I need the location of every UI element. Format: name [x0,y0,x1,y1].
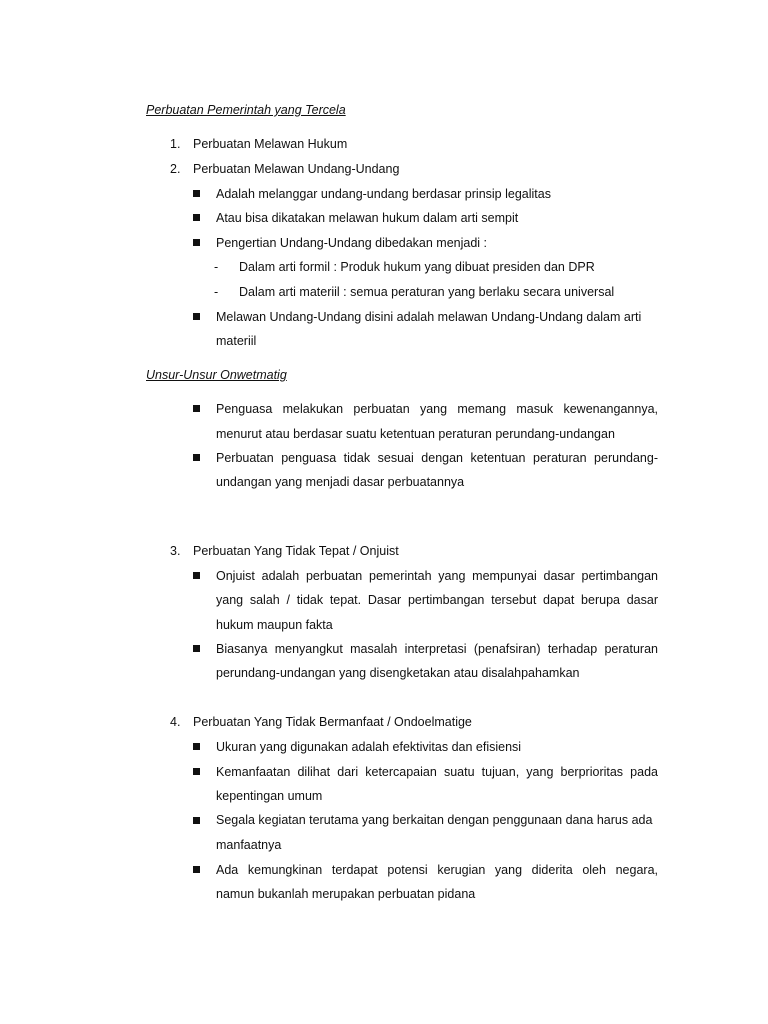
bullet-text: Ukuran yang digunakan adalah efektivitas dan efisiensi [216,740,522,754]
bullet-text: Atau bisa dikatakan melawan hukum dalam arti sempit [216,211,519,225]
bullet-text: Onjuist adalah perbuatan pemerintah yang mempunyai dasar pertimbangan [216,569,658,583]
square-bullet-icon [193,190,200,197]
bullet-text: Perbuatan penguasa tidak sesuai dengan ketentuan peraturan perundang- [216,451,658,465]
bullet-text-continued: menurut atau berdasar suatu ketentuan peraturan perundang-undangan [216,427,615,441]
dash-bullet-icon: - [214,260,219,274]
bullet-text: Biasanya menyangkut masalah interpretasi (penafsiran) terhadap peraturan [216,642,658,656]
section-heading-unsur: Unsur-Unsur Onwetmatig [146,368,287,382]
bullet-text-continued: materiil [216,334,257,348]
bullet-text-continued: kepentingan umum [216,789,323,803]
bullet-text-continued: hukum maupun fakta [216,618,333,632]
list-number: 1. [170,137,181,151]
bullet-text-continued: perundang-undangan yang disengketakan atau disalahpahamkan [216,666,580,680]
list-item-text: Perbuatan Melawan Hukum [193,137,348,151]
square-bullet-icon [193,454,200,461]
bullet-text-continued: yang salah / tidak tepat. Dasar pertimbangan tersebut dapat berupa dasar [216,593,658,607]
sub-bullet-text: Dalam arti materiil : semua peraturan yang berlaku secara universal [239,285,615,299]
bullet-text-continued: undangan yang menjadi dasar perbuatannya [216,475,465,489]
section-heading-perbuatan-tercela: Perbuatan Pemerintah yang Tercela [146,103,346,117]
bullet-text-continued: namun bukanlah merupakan perbuatan pidana [216,887,476,901]
list-number: 2. [170,162,181,176]
square-bullet-icon [193,239,200,246]
square-bullet-icon [193,572,200,579]
list-item-text: Perbuatan Yang Tidak Tepat / Onjuist [193,544,399,558]
bullet-text: Pengertian Undang-Undang dibedakan menjadi : [216,236,488,250]
square-bullet-icon [193,768,200,775]
bullet-text: Segala kegiatan terutama yang berkaitan dengan penggunaan dana harus ada [216,813,653,827]
bullet-text: Kemanfaatan dilihat dari ketercapaian suatu tujuan, yang berprioritas pada [216,765,658,779]
bullet-text: Penguasa melakukan perbuatan yang memang masuk kewenangannya, [216,402,658,416]
square-bullet-icon [193,405,200,412]
list-item-text: Perbuatan Yang Tidak Bermanfaat / Ondoelmatige [193,715,472,729]
bullet-text: Melawan Undang-Undang disini adalah melawan Undang-Undang dalam arti [216,310,642,324]
list-item-text: Perbuatan Melawan Undang-Undang [193,162,400,176]
list-number: 4. [170,715,181,729]
list-number: 3. [170,544,181,558]
bullet-text: Adalah melanggar undang-undang berdasar prinsip legalitas [216,187,551,201]
square-bullet-icon [193,743,200,750]
square-bullet-icon [193,866,200,873]
sub-bullet-text: Dalam arti formil : Produk hukum yang dibuat presiden dan DPR [239,260,595,274]
square-bullet-icon [193,214,200,221]
square-bullet-icon [193,313,200,320]
bullet-text-continued: manfaatnya [216,838,282,852]
dash-bullet-icon: - [214,285,219,299]
square-bullet-icon [193,817,200,824]
bullet-text: Ada kemungkinan terdapat potensi kerugian yang diderita oleh negara, [216,863,658,877]
square-bullet-icon [193,645,200,652]
